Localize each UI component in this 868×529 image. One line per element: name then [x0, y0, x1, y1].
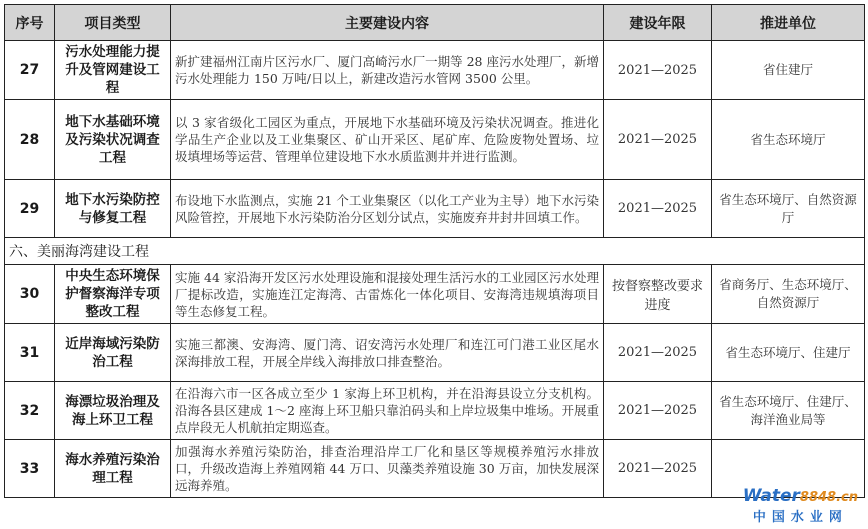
- row-content: 在沿海六市一区各成立至少 1 家海上环卫机构，并在沿海县设立分支机构。沿海各县区建成 1～2 座海上环卫船只靠泊码头和上岸垃圾集中堆场。开展重点岸段无人机航拍定期巡查。: [171, 382, 604, 440]
- row-unit: 省生态环境厅、自然资源厅: [712, 180, 865, 238]
- row-content: 实施三都澳、安海湾、厦门湾、诏安湾污水处理厂和连江可门港工业区尾水深海排放工程，开展全岸线入海排放口排查整治。: [171, 324, 604, 382]
- header-content: 主要建设内容: [171, 5, 604, 41]
- row-unit: 省生态环境厅、住建厅、海洋渔业局等: [712, 382, 865, 440]
- project-table: [4, 4, 865, 498]
- row-type: 海漂垃圾治理及海上环卫工程: [55, 382, 171, 440]
- header-years: 建设年限: [604, 5, 712, 41]
- section-title: 六、美丽海湾建设工程: [5, 238, 865, 265]
- row-num: 27: [5, 41, 55, 100]
- row-unit: 省生态环境厅、住建厅: [712, 324, 865, 382]
- row-num: 28: [5, 100, 55, 180]
- row-content: 新扩建福州江南片区污水厂、厦门高崎污水厂一期等 28 座污水处理厂，新增污水处理能力 150 万吨/日以上，新建改造污水管网 3500 公里。: [171, 41, 604, 100]
- table-row: [5, 180, 865, 238]
- row-type: 污水处理能力提升及管网建设工程: [55, 41, 171, 100]
- row-years: 2021—2025: [604, 100, 712, 180]
- row-type: 海水养殖污染治理工程: [55, 440, 171, 498]
- row-type: 中央生态环境保护督察海洋专项整改工程: [55, 265, 171, 324]
- header-num: 序号: [5, 5, 55, 41]
- table-row: [5, 440, 865, 498]
- row-content: 布设地下水监测点，实施 21 个工业集聚区（以化工产业为主导）地下水污染风险管控，开展地下水污染防治分区划分试点，实施废弃井封井回填工作。: [171, 180, 604, 238]
- section-row: [5, 238, 865, 265]
- watermark-brand-word: Water: [742, 486, 800, 506]
- row-years: 2021—2025: [604, 41, 712, 100]
- row-num: 32: [5, 382, 55, 440]
- row-num: 33: [5, 440, 55, 498]
- row-years: 2021—2025: [604, 440, 712, 498]
- row-content: 以 3 家省级化工园区为重点，开展地下水基础环境及污染状况调查。推进化学品生产企业以及工业集聚区、矿山开采区、尾矿库、危险废物处置场、垃圾填埋场等运营、管理单位建设地下水水质监测井并进行监测。: [171, 100, 604, 180]
- watermark-brand: [743, 486, 858, 506]
- table-row: [5, 265, 865, 324]
- row-years: 2021—2025: [604, 382, 712, 440]
- row-type: 近岸海域污染防治工程: [55, 324, 171, 382]
- watermark-cn: 中国水业网: [752, 510, 848, 525]
- row-num: 30: [5, 265, 55, 324]
- row-num: 29: [5, 180, 55, 238]
- row-num: 31: [5, 324, 55, 382]
- row-years: 2021—2025: [604, 324, 712, 382]
- table-row: [5, 382, 865, 440]
- row-unit: 省住建厅: [712, 41, 865, 100]
- row-unit: 省商务厅、生态环境厅、自然资源厅: [712, 265, 865, 324]
- watermark-domain: 8848.cn: [799, 490, 858, 505]
- table-row: [5, 324, 865, 382]
- row-type: 地下水污染防控与修复工程: [55, 180, 171, 238]
- row-years: 按督察整改要求进度: [604, 265, 712, 324]
- row-content: 加强海水养殖污染防治，排查治理沿岸工厂化和垦区等规模养殖污水排放口，升级改造海上养殖网箱 44 万口、贝藻类养殖设施 30 万亩，加快发展深远海养殖。: [171, 440, 604, 498]
- table-row: [5, 100, 865, 180]
- row-unit: 省生态环境厅: [712, 100, 865, 180]
- watermark-logo: [743, 486, 858, 525]
- row-years: 2021—2025: [604, 180, 712, 238]
- header-unit: 推进单位: [712, 5, 865, 41]
- table-header-row: [5, 5, 865, 41]
- table-row: [5, 41, 865, 100]
- row-content: 实施 44 家沿海开发区污水处理设施和混接处理生活污水的工业园区污水处理厂提标改造，实施连江定海湾、古雷炼化一体化项目、安海湾违规填海项目等生态修复工程。: [171, 265, 604, 324]
- header-type: 项目类型: [55, 5, 171, 41]
- row-type: 地下水基础环境及污染状况调查工程: [55, 100, 171, 180]
